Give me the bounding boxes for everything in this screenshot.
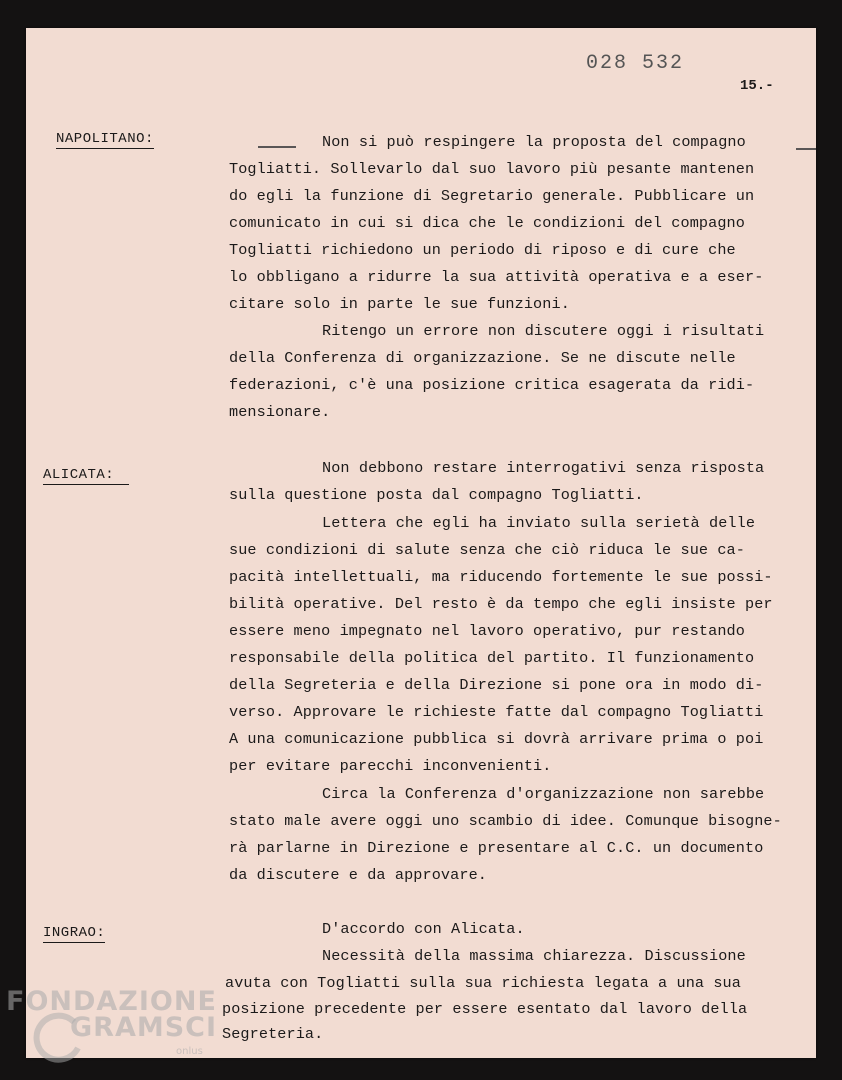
text-line: posizione precedente per essere esentato dal lavoro della <box>222 1000 748 1018</box>
text-line: della Segreteria e della Direzione si pone ora in modo di- <box>229 676 764 694</box>
text-line: Circa la Conferenza d'organizzazione non sarebbe <box>322 785 765 803</box>
speaker-alicata: ALICATA: <box>43 467 129 485</box>
text-line: citare solo in parte le sue funzioni. <box>229 295 570 313</box>
text-line: federazioni, c'è una posizione critica esagerata da ridi- <box>229 376 755 394</box>
text-line: responsabile della politica del partito. Il funzionamento <box>229 649 755 667</box>
text-line: pacità intellettuali, ma riducendo fortemente le sue possi- <box>229 568 773 586</box>
text-line: da discutere e da approvare. <box>229 866 487 884</box>
text-line: Togliatti. Sollevarlo dal suo lavoro più pesante mantenen <box>229 160 755 178</box>
text-line: rà parlarne in Direzione e presentare al C.C. un documento <box>229 839 764 857</box>
text-line: mensionare. <box>229 403 331 421</box>
text-line: Segreteria. <box>222 1025 324 1043</box>
page-number: 15.- <box>740 78 774 94</box>
text-line: avuta con Togliatti sulla sua richiesta legata a una sua <box>225 974 741 992</box>
text-line: verso. Approvare le richieste fatte dal compagno Togliatti <box>229 703 764 721</box>
text-line: comunicato in cui si dica che le condizioni del compagno <box>229 214 745 232</box>
text-line: Non debbono restare interrogativi senza risposta <box>322 459 765 477</box>
text-line: per evitare parecchi inconvenienti. <box>229 757 552 775</box>
text-line: A una comunicazione pubblica si dovrà arrivare prima o poi <box>229 730 764 748</box>
margin-mark <box>258 146 296 148</box>
watermark-logo-line2: GRAMSCI <box>70 1012 218 1043</box>
text-line: Ritengo un errore non discutere oggi i risultati <box>322 322 765 340</box>
text-line: sue condizioni di salute senza che ciò riduca le sue ca- <box>229 541 745 559</box>
edge-mark <box>796 148 816 150</box>
text-line: Non si può respingere la proposta del compagno <box>322 133 746 151</box>
text-line: essere meno impegnato nel lavoro operativo, pur restando <box>229 622 745 640</box>
text-line: Togliatti richiedono un periodo di riposo e di cure che <box>229 241 736 259</box>
text-line: D'accordo con Alicata. <box>322 920 525 938</box>
speaker-ingrao: INGRAO: <box>43 925 106 941</box>
text-line: lo obbligano a ridurre la sua attività operativa e a eser- <box>229 268 764 286</box>
archive-stamp-number: 028 532 <box>586 52 685 75</box>
watermark-logo-line1: FONDAZIONE <box>6 986 217 1017</box>
text-line: sulla questione posta dal compagno Togliatti. <box>229 486 644 504</box>
text-line: stato male avere oggi uno scambio di idee. Comunque bisogne- <box>229 812 782 830</box>
text-line: do egli la funzione di Segretario generale. Pubblicare un <box>229 187 755 205</box>
text-line: Necessità della massima chiarezza. Discussione <box>322 947 746 965</box>
speaker-napolitano: NAPOLITANO: <box>56 131 154 147</box>
watermark-swirl-icon <box>30 1008 90 1068</box>
watermark-logo-line3: onlus <box>176 1046 203 1057</box>
text-line: della Conferenza di organizzazione. Se ne discute nelle <box>229 349 736 367</box>
text-line: Lettera che egli ha inviato sulla serietà delle <box>322 514 756 532</box>
text-line: bilità operative. Del resto è da tempo che egli insiste per <box>229 595 773 613</box>
